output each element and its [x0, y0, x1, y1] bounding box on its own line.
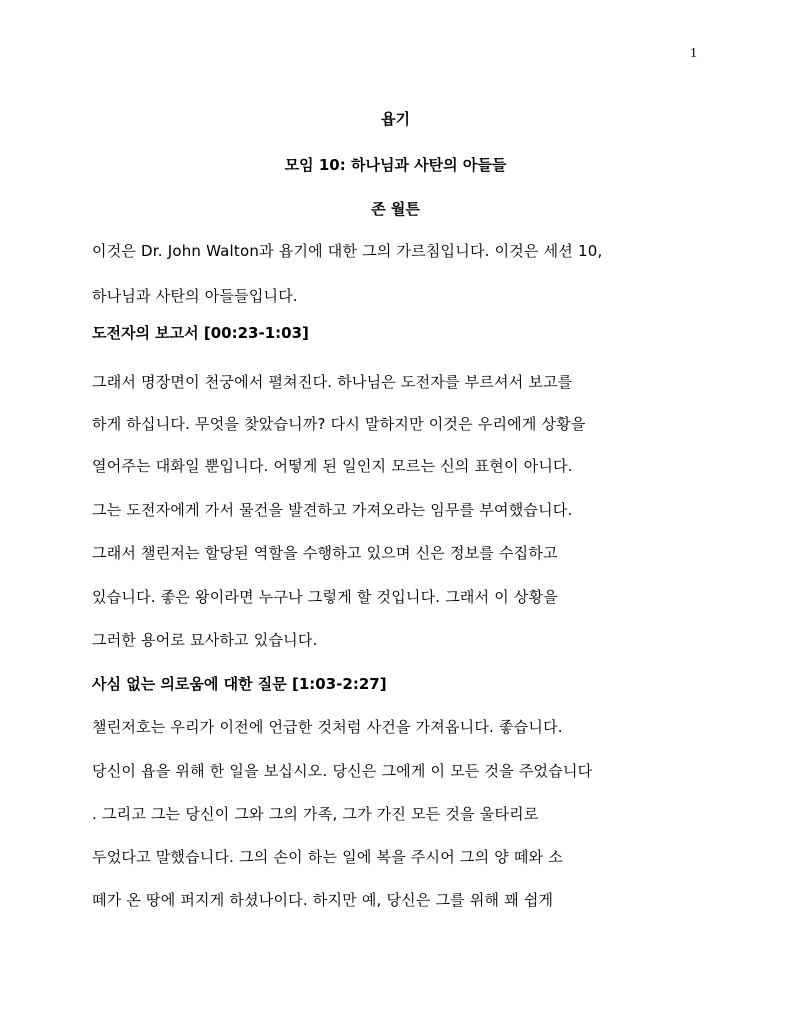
intro-line: 하나님과 사탄의 아들들입니다. — [92, 287, 298, 305]
paragraph-line: 하게 하십니다. 무엇을 찾았습니까? 다시 말하지만 이것은 우리에게 상황을 — [92, 415, 586, 433]
paragraph-line: 그래서 챌린저는 할당된 역할을 수행하고 있으며 신은 정보를 수집하고 — [92, 544, 558, 562]
document-title: 욥기 — [381, 110, 410, 128]
document-author: 존 월튼 — [371, 200, 420, 218]
section-heading: 사심 없는 의로움에 대한 질문 [1:03-2:27] — [92, 675, 387, 693]
paragraph-line: 떼가 온 땅에 퍼지게 하셨나이다. 하지만 예, 당신은 그를 위해 꽤 쉽게 — [92, 891, 554, 909]
paragraph-line: 그러한 용어로 묘사하고 있습니다. — [92, 631, 318, 649]
paragraph-line: . 그리고 그는 당신이 그와 그의 가족, 그가 가진 모든 것을 울타리로 — [92, 805, 539, 823]
paragraph-line: 열어주는 대화일 뿐입니다. 어떻게 된 일인지 모르는 신의 표현이 아니다. — [92, 457, 573, 475]
paragraph-line: 당신이 욥을 위해 한 일을 보십시오. 당신은 그에게 이 모든 것을 주었습니다 — [92, 762, 593, 780]
paragraph-line: 그래서 명장면이 천궁에서 펼쳐진다. 하나님은 도전자를 부르셔서 보고를 — [92, 373, 573, 391]
paragraph-line: 두었다고 말했습니다. 그의 손이 하는 일에 복을 주시어 그의 양 떼와 소 — [92, 848, 563, 866]
page-number: 1 — [690, 46, 697, 61]
paragraph-line: 그는 도전자에게 가서 물건을 발견하고 가져오라는 임무를 부여했습니다. — [92, 501, 573, 519]
intro-line: 이것은 Dr. John Walton과 욥기에 대한 그의 가르침입니다. 이것은 세션 10, — [92, 242, 603, 260]
section-heading: 도전자의 보고서 [00:23-1:03] — [92, 324, 309, 342]
paragraph-line: 있습니다. 좋은 왕이라면 누구나 그렇게 할 것입니다. 그래서 이 상황을 — [92, 588, 558, 606]
document-subtitle: 모임 10: 하나님과 사탄의 아들들 — [284, 156, 507, 174]
paragraph-line: 챌린저호는 우리가 이전에 언급한 것처럼 사건을 가져옵니다. 좋습니다. — [92, 718, 563, 736]
